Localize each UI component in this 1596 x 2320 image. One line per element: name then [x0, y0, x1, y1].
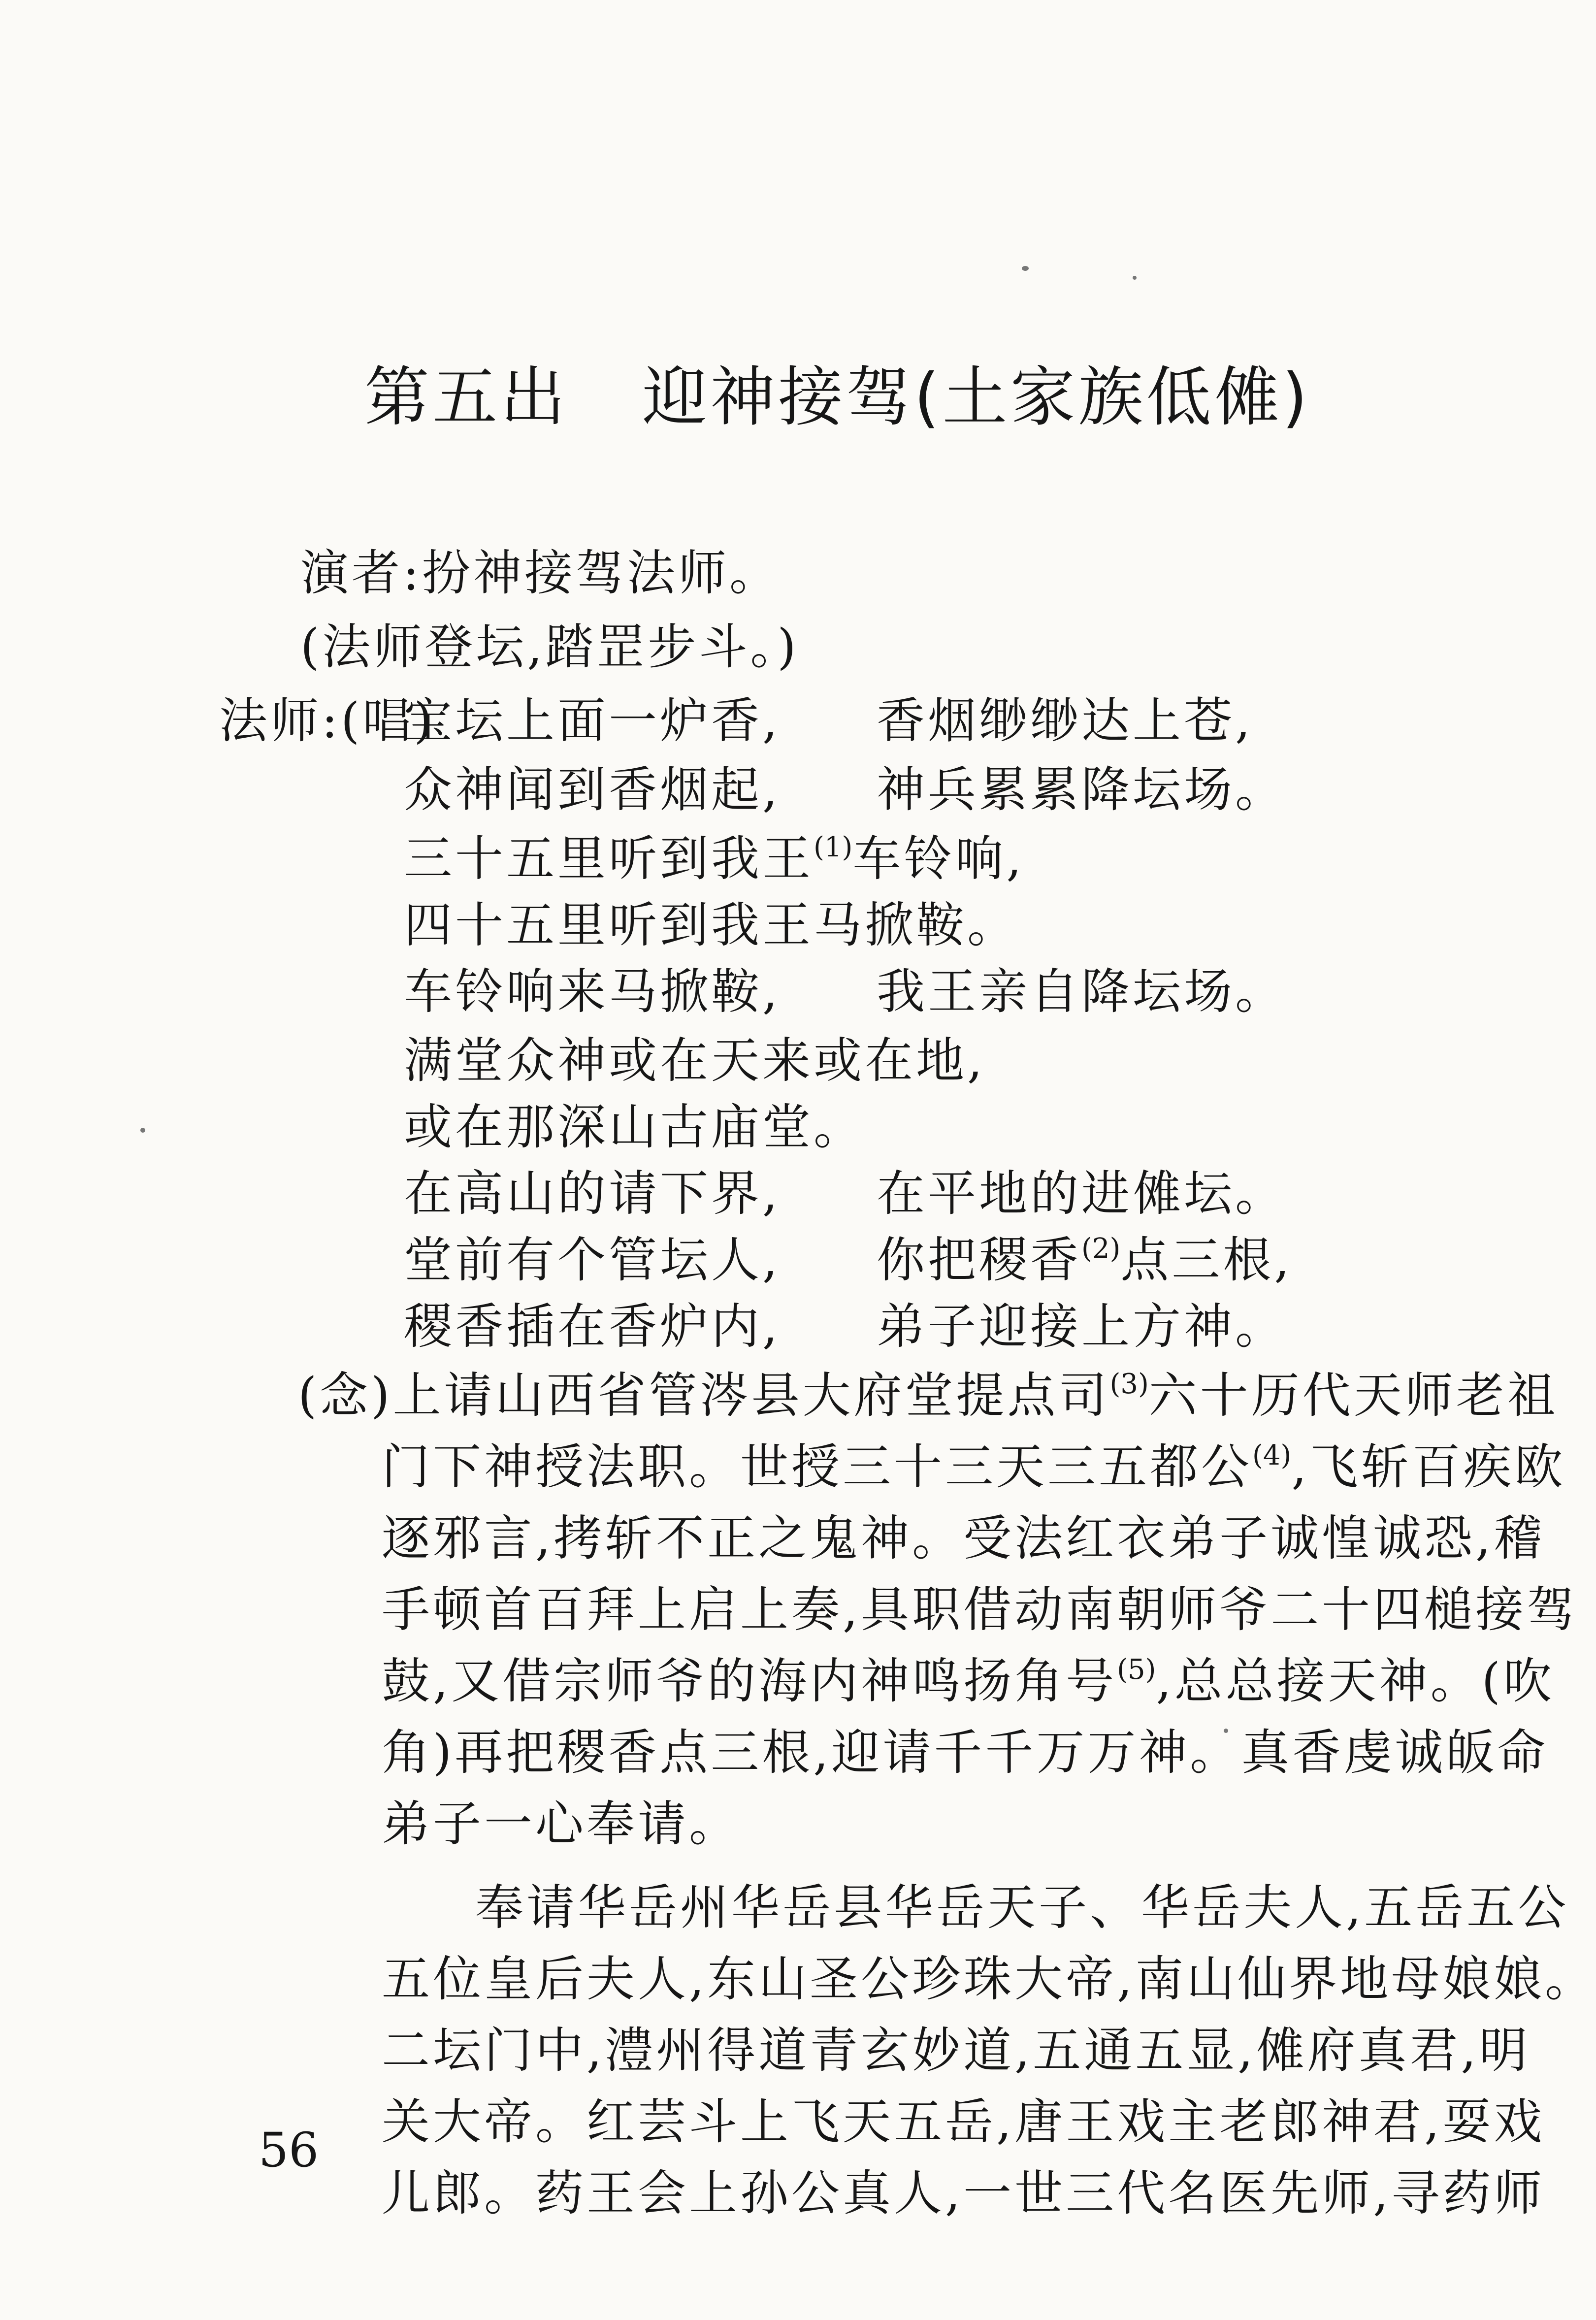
song-line: 稷香插在香炉内, [404, 1299, 781, 1355]
footnote-ref: (4) [1252, 1439, 1292, 1471]
footnote-ref: (1) [814, 831, 853, 863]
footnote-ref: (3) [1109, 1368, 1149, 1400]
chant-line: 角)再把稷香点三根,迎请千千万万神。真香虔诚皈命 [382, 1725, 1549, 1781]
footnote-ref: (5) [1117, 1654, 1156, 1686]
song-line: 在平地的进傩坛。 [877, 1166, 1287, 1222]
title-name-end: 低傩) [1146, 359, 1310, 435]
song-line: 堂前有个管坛人, [404, 1232, 781, 1288]
song-text: 三十五里听到我王 [404, 831, 814, 887]
song-line: 香烟缈缈达上苍, [877, 693, 1254, 749]
song-line: 四十五里听到我王马掀鞍。 [404, 897, 1019, 953]
song-line: 众神闻到香烟起, [404, 762, 781, 818]
sing-prefix: 法师:(唱) [219, 693, 436, 749]
speck [1022, 266, 1029, 271]
song-line: 在高山的请下界, [404, 1166, 781, 1222]
speck [140, 1128, 145, 1133]
song-line [404, 820, 1025, 889]
chant-text: 六十历代天师老祖 [1148, 1368, 1559, 1424]
chant-text: 鼓,又借宗师爷的海内神鸣扬角号 [382, 1653, 1117, 1709]
body-line: 五位皇后夫人,东山圣公珍珠大帝,南山仙界地母娘娘。 [382, 1951, 1596, 2007]
chant-line: 手顿首百拜上启上奏,具职借动南朝师爷二十四槌接驾 [382, 1582, 1578, 1638]
chant-line: 逐邪言,拷斩不正之鬼神。受法红衣弟子诚惶诚恐,稽 [382, 1510, 1545, 1567]
title-part: 第五出 [364, 359, 568, 435]
stage-direction: (法师登坛,踏罡步斗。) [300, 619, 799, 675]
body-line: 奉请华岳州华岳县华岳天子、华岳夫人,五岳五公 [475, 1880, 1569, 1936]
chant-line: 弟子一心奉请。 [382, 1796, 741, 1852]
title-name: 迎神接驾(土家族 [642, 359, 1146, 435]
chant-text: ,飞斩百疾欧 [1291, 1439, 1566, 1495]
body-line: 儿郎。药王会上孙公真人,一世三代名医先师,寻药师 [382, 2165, 1545, 2222]
song-line: 满堂众神或在天来或在地, [404, 1033, 986, 1089]
song-line: 或在那深山古庙堂。 [404, 1099, 865, 1155]
song-text: 你把稷香 [877, 1232, 1082, 1288]
song-line: 我王亲自降坛场。 [877, 964, 1287, 1020]
footnote-ref: (2) [1081, 1233, 1121, 1265]
song-line: 车铃响来马掀鞍, [404, 964, 781, 1020]
song-line: 弟子迎接上方神。 [877, 1299, 1287, 1355]
chant-text: 门下神授法职。世授三十三天三五都公 [382, 1439, 1253, 1495]
performer-line: 演者:扮神接驾法师。 [300, 545, 781, 601]
page-title [364, 345, 1310, 438]
song-line: 宝坛上面一炉香, [404, 693, 781, 749]
body-line: 关大帝。红芸斗上飞天五岳,唐王戏主老郎神君,耍戏 [382, 2094, 1545, 2150]
chant-text: ,总总接天神。(吹 [1156, 1653, 1555, 1709]
song-line: 神兵累累降坛场。 [877, 762, 1287, 818]
chant-text: (念)上请山西省管涔县大府堂提点司 [298, 1368, 1110, 1424]
chant-line [382, 1428, 1566, 1498]
chant-line [382, 1642, 1555, 1712]
speck [1133, 276, 1137, 280]
song-text: 车铃响, [852, 831, 1025, 887]
page-number: 56 [259, 2123, 319, 2178]
body-line: 二坛门中,澧州得道青玄妙道,五通五显,傩府真君,明 [382, 2023, 1531, 2079]
song-text: 点三根, [1120, 1232, 1293, 1288]
song-line [877, 1221, 1293, 1291]
chant-line [298, 1357, 1559, 1426]
